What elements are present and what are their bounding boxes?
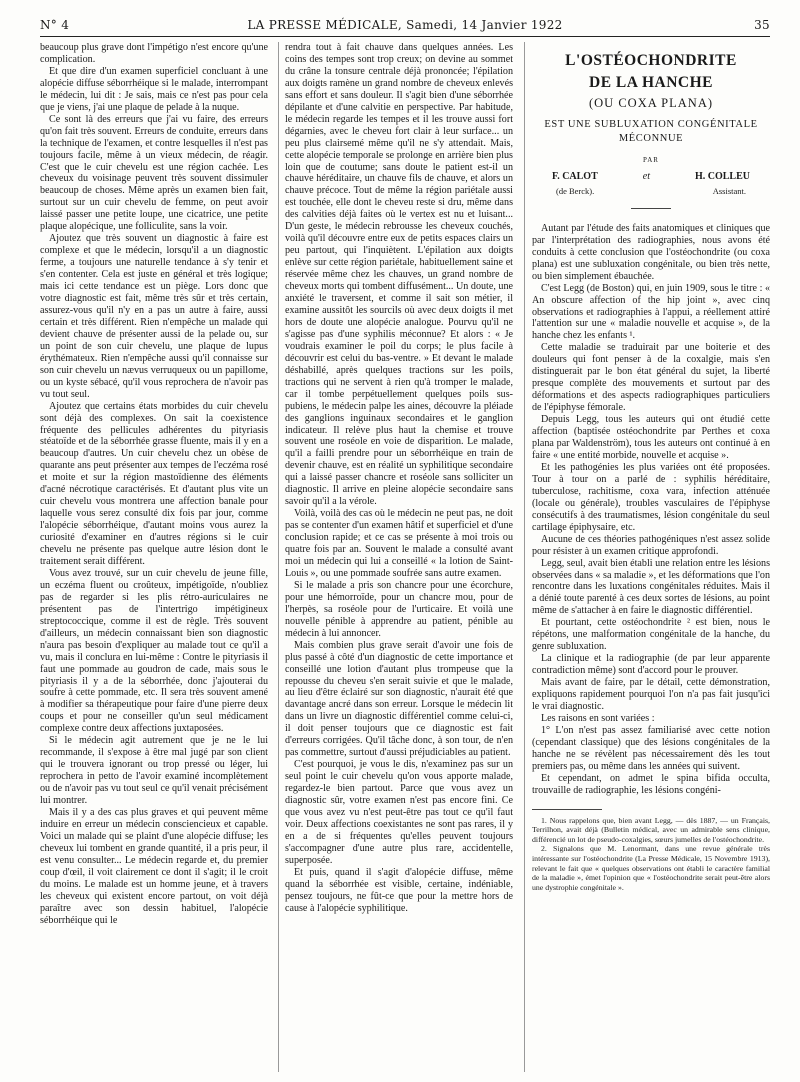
affiliations: [532, 186, 770, 198]
paragraph: Ajoutez que certains états morbides du cuir chevelu sont déjà des complexes. On sait la coexistence fréquente des pellicules adhérentes du pityriasis stéatoïde et de la séborrhée grasse fluente, mais il y en a beaucoup d'autres. Un cuir chevelu chez un obèse de quarante ans peut présenter aux tempes de l'eczéma rosé et moite et sur la région mastoïdienne des éléments d'acné nécrotique caractérisés. Et d'autant plus vite un cuir chevelu vous montrera une affection banale pour laquelle vous serez consulté dix fois par jour, comme l'alopécie séborrhéique, d'autant moins vous aurez la curiosité d'examiner en d'autres régions si le cuir chevelu ne présente pas quelque autre lésion dont le traitement serait différent.: [40, 400, 268, 567]
authors: [532, 171, 770, 183]
paragraph: Ce sont là des erreurs que j'ai vu faire, des erreurs qu'on fait très souvent. Erreurs de conduite, erreurs dans la technique de l'examen, et contre lesquelles il n'est pas toujours facile, même à un vieux médecin, de réagir. C'est que le cuir chevelu est une région cachée. Les cheveux du voisinage peuvent très souvent dissimuler beaucoup de choses. Même après un examen bien fait, surtout sur un cuir chevelu de femme, on peut avoir laissé passer une petite loupe, une cicatrice, une petite plaque alopécique, une folliculite, sans la voir.: [40, 113, 268, 233]
author-calot: F. CALOT: [552, 170, 598, 182]
paragraph: Voilà, voilà des cas où le médecin ne peut pas, ne doit pas se contenter d'un examen hâtif et superficiel et d'une conclusion rapide; et ce cas se présente à moi trois ou quatre fois par an. Souvent le malade a consulté avant moi un médecin qui lui a conseillé « la lotion de Saint-Louis », ou une pommade soufrée sans autre examen.: [285, 508, 513, 579]
paragraph: Depuis Legg, tous les auteurs qui ont étudié cette affection (baptisée ostéochondrite par Perthes et coxa plana par Waldenström), tous les auteurs ont continué à en faire « une entité morbide, nouvelle et acquise ».: [532, 414, 770, 461]
paragraph: Et que dire d'un examen superficiel concluant à une alopécie diffuse séborrhéique si le malade, interrompant le médecin, lui dit : Je sais, mais ce n'est pas pour cela que je viens, j'ai une plaque de pelade à la nuque.: [40, 65, 268, 113]
column-divider: [524, 42, 525, 1072]
footnote-1: 1. Nous rappelons que, bien avant Legg, — dès 1887, — un Français, Terrilhon, avait déjà (Bulletin médical, avec un admirable sens clinique, différencié un lot de pseudo-coxalgies, sœurs jumelles de l'ostéochondrite.: [532, 815, 770, 844]
journal-title-date: LA PRESSE MÉDICALE, Samedi, 14 Janvier 1922: [247, 18, 563, 32]
page-header: [40, 16, 770, 36]
paragraph: Mais avant de faire, par le détail, cette démonstration, expliquons rapidement pourquoi l'on n'a pas fait jusqu'ici le vrai diagnostic.: [532, 677, 770, 712]
footnotes: [532, 816, 770, 893]
column-middle: [285, 42, 513, 1072]
paragraph: Mais combien plus grave serait d'avoir une fois de plus passé à côté d'un diagnostic de cette importance et conseillé une lotion d'autant plus trompeuse que la repousse du cheveu s'en serait suivie et que le malade, au lieu d'être éclairé sur son diagnostic, n'aurait été que davantage ancré dans son erreur. Lorsque le médecin lit dans un livre un diagnostic différentiel comme celui-ci, il doit penser toujours que ce diagnostic est fait d'erreurs corrigées. Qu'il tâche donc, à son tour, de n'en pas commettre, surtout d'aussi préjudiciables au patient.: [285, 639, 513, 759]
paragraph: Mais il y a des cas plus graves et qui peuvent même induire en erreur un médecin consciencieux et capable. Voici un malade qui se plaint d'une alopécie diffuse; les cheveux lui tombent en grande quantité, il a pris peur, il est venu consulter... Le médecin regarde et, du premier coup d'œil, il voit clairement ce dont il s'agit; il le croit du moins. Le malade est un homme jeune, et à travers les cheveux qui existent encore partout, on voit déjà paraître avec son dessin habituel, l'alopécie séborrhéique qui le: [40, 807, 268, 926]
article-title-alt: (OU COXA PLANA): [588, 96, 714, 110]
article-heading: [532, 50, 770, 198]
paragraph: beaucoup plus grave dont l'impétigo n'est encore qu'une complication.: [40, 42, 268, 65]
paragraph: Aucune de ces théories pathogéniques n'est assez solide pour résister à un examen critique approfondi.: [532, 533, 770, 557]
page-number: 35: [754, 18, 770, 32]
affiliation-calot: (de Berck).: [556, 185, 595, 196]
footnote-2: 2. Signalons que M. Lenormant, dans une revue générale très intéressante sur l'ostéochondrite (La Presse Médicale, 15 Novembre 1913), relevant le fait que « quelques observations ont établi le caractère familial de la maladie », émet l'opinion que « l'ostéochondrite serait peut-être alors une dystrophie congénitale ».: [532, 844, 770, 892]
article-title-line2: DE LA HANCHE: [589, 74, 713, 91]
paragraph: Et puis, quand il s'agit d'alopécie diffuse, même quand la séborrhée est visible, certaine, indéniable, pensez toujours, ne fût-ce que pour la mettre hors de cause à l'alopécie syphilitique.: [285, 866, 513, 914]
paragraph: Cette maladie se traduirait par une boiterie et des douleurs qui font penser à de la coxalgie, mais s'en distinguerait par le bon état général du sujet, la liberté presque complète des mouvements et surtout par des déformations et des aspects radiographiques particuliers de l'épiphyse fémorale.: [532, 342, 770, 414]
paragraph: Et les pathogénies les plus variées ont été proposées. Tour à tour on a parlé de : syphilis héréditaire, tuberculose, rachitisme, coxa vara, infection atténuée (locale ou générale), troubles vasculaires de l'épiphyse consécutifs à des traumatismes, lésion congénitale du seul cartilage épiphysaire, etc.: [532, 461, 770, 533]
paragraph: 1° L'on n'est pas assez familiarisé avec cette notion (cependant classique) que des lésions congénitales de la hanche ne se révèlent pas nécessairement dès les tout premiers pas, ou même dans les années qui suivent.: [532, 724, 770, 772]
paragraph: rendra tout à fait chauve dans quelques années. Les coins des tempes sont trop creux; on devine au sommet du crâne la tonsure centrale déjà prononcée; l'épilation aux doigts ramène un grand nombre de cheveux enlevés sans effort et sans douleur. Il s'agit bien d'une séborrhée dépilante et d'une calvitie en perspective. Par habitude, le médecin regarde les tempes et il les trouve aussi fort dégarnies, avec le cheveu fort clair à leur surface... un peu plus clairsemé même qu'il ne s'y attendait. Mais, cette alopécie temporale se prolonge en arrière bien plus loin que de coutume; sans doute le patient est-il un chauve héréditaire, un chauve fils de chauve, et alors un chauve précoce. Tout de même la région pariétale aussi est touchée, elle dont le cheveu reste si dru, même dans des calvities déjà faites où le vertex est nu et luisant... D'un geste, le médecin rebrousse les cheveux couchés, voilà qu'il découvre entre eux de petits espaces clairs un peu partout, qui l'inquiètent. L'épilation aux doigts enlève sur cette région pariétale, habituellement saine et réservée même chez les chauves, un grand nombre de cheveux morts qui tombent diffusément... Un doute, une anxiété le traversent, et comme il sait son métier, il examine aussitôt les sourcils où avec deux doigts il met hors de doute une alopécie analogue. Pourvu qu'il ne s'agisse pas d'une syphilis méconnue? Et alors : « Je voudrais examiner le poil du corps; le plus facile à découvrir est celui du bas-ventre. » Et devant le malade déshabillé, après quelques tractions sur les poils, tractions qui ne servent à rien qu'à tromper le malade, car il tombe perpétuellement quelques poils sus-pubiens, le médecin palpe les aines, découvre la pléiade des ganglions inguinaux secondaires et le ganglion indicateur. Il relève plus haut la chemise et trouve souvent une roséole en voie de disparition. Le malade, qu'il a failli prendre pour un séborrhéique en train de devenir chauve, est en réalité un syphilitique secondaire qui a laissé passer chancre et roséole sans solliciter un diagnostic. Il arrive en pleine alopécie secondaire sans savoir qu'il a la vérole.: [285, 42, 513, 508]
paragraph: Si le médecin agit autrement que je ne le lui recommande, il s'expose à être mal jugé par son client qui le trouvera ignorant ou trop pressé ou léger, lui reprochera in petto de l'avoir examiné incomplètement ou de n'avoir pas vu tout seul ce qu'il venait précisément lui montrer.: [40, 735, 268, 807]
author-conjunction: et: [642, 170, 650, 182]
paragraph: C'est pourquoi, je vous le dis, n'examinez pas sur un seul point le cuir chevelu qu'on vous apporte malade, regardez-le bien partout. Parce que vous avez un diagnostic sûr, votre examen n'est pas encore fini. Ce que vous avez vu n'est peut-être pas tout ce qu'il faut voir. Deux affections coexistantes ne sont pas rares, il y en a de si fréquentes qu'elles peuvent toujours s'accompagner d'une autre plus rare, accidentelle, superposée.: [285, 759, 513, 866]
article-title-line1: L'OSTÉOCHONDRITE: [565, 52, 737, 69]
article-subtitle: EST UNE SUBLUXATION CONGÉNITALE MÉCONNUE: [544, 119, 758, 144]
paragraph: C'est Legg (de Boston) qui, en juin 1909, sous le titre : « An obscure affection of the hip joint », avec cinq observations et radiographies à l'appui, a réellement attiré l'attention sur une « maladie nouvelle et acquise », de la hanche chez les enfants ¹.: [532, 282, 770, 342]
column-left: [40, 42, 268, 1072]
paragraph: Si le malade a pris son chancre pour une écorchure, pour une hémorroïde, pour un chancre mou, pour de l'herpès, sa roséole pour de l'urticaire. Et voilà une nouvelle pénible à apprendre au patient, pénible au médecin à lui annoncer.: [285, 579, 513, 639]
issue-number: N° 4: [40, 18, 70, 32]
paragraph: Et cependant, on admet le spina bifida occulta, trouvaille de radiographie, les lésions congéni-: [532, 772, 770, 796]
paragraph: La clinique et la radiographie (de par leur apparente contradiction même) sont d'accord pour le prouver.: [532, 653, 770, 677]
affiliation-colleu: Assistant.: [712, 185, 746, 196]
author-colleu: H. COLLEU: [694, 170, 750, 182]
column-right: [532, 42, 770, 1072]
paragraph: Ajoutez que très souvent un diagnostic à faire est complexe et que le médecin, lorsqu'il a un diagnostic ferme, a toujours une naturelle tendance à s'y tenir et s'en contenter. Cela est juste en général et très logique; mais ici cette tendance est un piège. Lors donc que votre diagnostic est fait, même très sûr et très certain, assurez-vous qu'il n'y en a pas un autre à faire, aussi certain et très différent. Rien n'empêche un malade qui devient chauve de présenter aussi de la pelade ou, sur un point de son cuir chevelu, une plaque de lupus érythémateux. Rien n'empêche aussi qu'il connaisse sur son cuir chevelu un nævus verruqueux ou un papillome, ou un kyste sébacé, qu'il vous reprochera de n'avoir pas vu tout seul.: [40, 233, 268, 400]
paragraph: Et pourtant, cette ostéochondrite ² est bien, nous le répétons, une malformation congénitale de la hanche, du genre subluxation.: [532, 617, 770, 653]
paragraph: Legg, seul, avait bien établi une relation entre les lésions observées dans « sa maladie », et les déformations que l'on rencontre dans les luxations congénitales réduites. Mais il a dénié toute parenté à ces deux sortes de lésions, au point même de s'attacher à en faire le diagnostic différentiel.: [532, 557, 770, 617]
paragraph: Vous avez trouvé, sur un cuir chevelu de jeune fille, un eczéma fluent ou croûteux, impétigoïde, n'oubliez pas de regarder si les plis rétro-auriculaires ne présentent pas de l'intertrigo impétigineux streptococcique, comme il est de règle. Très souvent d'ailleurs, un médecin connaissant bien son diagnostic n'aura pas besoin d'expliquer au malade tout ce qu'il a vu, mais il conclura en lui-même : Contre le pityriasis il faut une pommade au goudron de cade, mais sous le pityriasis il y a de la séborrhée, donc j'ajouterai du soufre à cette pommade, etc. Il sera très souvent amené à modifier sa thérapeutique pour faire d'une pierre deux coups et pour ne conseiller qu'un seul médicament complexe contre deux affections juxtaposées.: [40, 567, 268, 735]
paragraph: Les raisons en sont variées :: [541, 712, 655, 724]
paragraph: Autant par l'étude des faits anatomiques et cliniques que par l'interprétation des radiographies, nous avons été conduits à cette conclusion que l'ostéochondrite (ou coxa plana) est une subluxation congénitale, ou bien très nette, ou bien simplement ébauchée.: [532, 222, 770, 282]
by-label: PAR: [643, 156, 659, 164]
header-rule: [40, 36, 770, 37]
column-divider: [278, 42, 279, 1072]
heading-separator: [631, 208, 671, 209]
footnote-rule: [532, 809, 602, 810]
